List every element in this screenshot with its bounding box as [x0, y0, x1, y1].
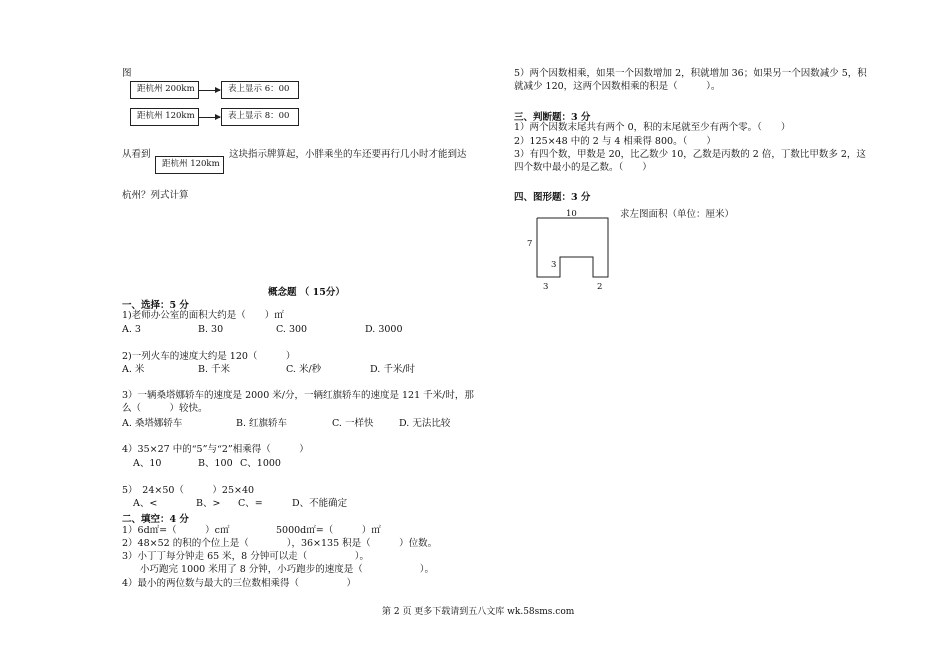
judge-2: 2）125×48 中的 2 与 4 相乘得 800。（ ） [514, 136, 716, 147]
sign-distance-120: 距杭州 120km [130, 108, 199, 126]
judge-3-line1: 3）有四个数，甲数是 20，比乙数少 10，乙数是丙数的 2 倍，丁数比甲数多 2，这 [514, 149, 866, 160]
fill-1b: 5000d㎡=（ ）㎡ [276, 525, 381, 536]
right-q5-line2: 就减少 120，这两个因数相乘的积是（ ）。 [514, 81, 721, 92]
q4-option-a: A、10 [133, 458, 162, 469]
fill-4: 4）最小的两位数与最大的三位数相乘得（ ） [122, 578, 357, 589]
judge-heading: 三、判断题：3 分 [514, 112, 591, 123]
question-5: 5） 24×50（ ）25×40 [122, 485, 255, 496]
page-footer: 第 2 页 更多下载请到五八文库 wk.58sms.com [382, 607, 575, 617]
dim-bottom-left-label: 3 [543, 282, 549, 292]
sentence-sign-box: 距杭州 120km [155, 156, 224, 174]
arrow-right-icon [199, 117, 220, 118]
section-title: 概念题 （ 15分） [268, 287, 345, 298]
figure-outline [537, 218, 608, 277]
shape-prompt: 求左图面积（单位：厘米） [620, 209, 735, 220]
sentence-part1: 从看到 [122, 149, 151, 160]
fill-1a: 1）6d㎡=（ ）c㎡ [122, 525, 230, 536]
dim-bottom-right-label: 2 [597, 282, 603, 292]
right-q5-line1: 5）两个因数相乘，如果一个因数增加 2，积就增加 36；如果另一个因数减少 5，积 [514, 68, 867, 79]
q1-option-b: B. 30 [198, 324, 224, 335]
q3-option-a: A. 桑塔娜轿车 [122, 418, 183, 429]
question-3-line1: 3）一辆桑塔娜轿车的速度是 2000 米/分，一辆红旗轿车的速度是 121 千米/时，那 [122, 390, 474, 401]
dim-left-label: 7 [527, 239, 533, 249]
dim-top-label: 10 [566, 209, 577, 219]
choice-heading: 一、选择：5 分 [122, 300, 189, 311]
fill-heading: 二、填空：4 分 [122, 514, 189, 525]
q5-option-a: A、< [133, 498, 158, 509]
fill-2: 2）48×52 的积的个位上是（ ），36×135 积是（ ）位数。 [122, 538, 438, 549]
q4-option-b: B、100 [198, 458, 233, 469]
q1-option-c: C. 300 [276, 324, 308, 335]
fragment-text: 图 [122, 68, 132, 79]
arrow-right-icon [199, 90, 220, 91]
sign-time-6: 表上显示 6：00 [221, 81, 299, 99]
q2-option-d: D. 千米/时 [370, 364, 416, 375]
question-4: 4）35×27 中的“5”与“2”相乘得（ ） [122, 444, 309, 455]
judge-1: 1）两个因数末尾共有两个 0，积的末尾就至少有两个零。（ ） [514, 122, 791, 133]
shape-heading: 四、图形题：3 分 [514, 192, 591, 203]
q4-option-c: C、1000 [240, 458, 281, 469]
q1-option-d: D. 3000 [365, 324, 403, 335]
sign-time-8: 表上显示 8：00 [221, 108, 299, 126]
q3-option-c: C. 一样快 [332, 418, 374, 429]
question-2: 2)一列火车的速度大约是 120（ ） [122, 351, 296, 362]
fill-3: 3）小丁丁每分钟走 65 米，8 分钟可以走（ ）。 [122, 551, 369, 562]
q5-option-b: B、> [196, 498, 221, 509]
q5-option-d: D、不能确定 [292, 498, 348, 509]
sentence-line2: 杭州？列式计算 [122, 190, 189, 201]
q5-option-c: C、= [238, 498, 263, 509]
fill-3b: 小巧跑完 1000 米用了 8 分钟，小巧跑步的速度是（ ）。 [140, 564, 435, 575]
question-1: 1)老师办公室的面积大约是（ ）㎡ [122, 310, 284, 321]
question-3-line2: 么（ ）较快。 [122, 403, 208, 414]
q3-option-b: B. 红旗轿车 [236, 418, 288, 429]
q2-option-b: B. 千米 [198, 364, 231, 375]
sentence-part2: 这块指示牌算起，小胖乘坐的车还要再行几小时才能到达 [229, 149, 467, 160]
sign-distance-200: 距杭州 200km [130, 81, 199, 99]
q2-option-a: A. 米 [122, 364, 145, 375]
judge-3-line2: 四个数中最小的是乙数。（ ） [514, 162, 652, 173]
q2-option-c: C. 米/秒 [286, 364, 322, 375]
q1-option-a: A. 3 [122, 324, 141, 335]
dim-inner-label: 3 [551, 260, 557, 270]
q3-option-d: D. 无法比较 [399, 418, 451, 429]
